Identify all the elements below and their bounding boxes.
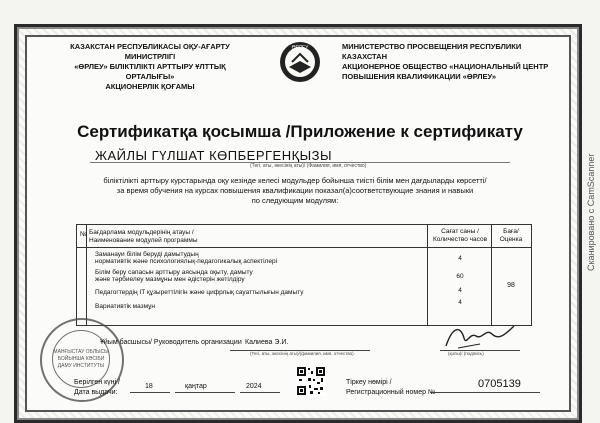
- table-column-divider: [86, 225, 87, 325]
- qr-code-icon: [296, 366, 326, 396]
- orleu-logo-icon: [278, 40, 322, 84]
- header-text: Бағдарлама модульдерінің атауы /: [89, 229, 194, 236]
- intro-line: за время обучения на курсах повышения квалификации показал(а)соответствующие знания и навыки: [116, 186, 474, 195]
- org-kz-line: КАЗАКСТАН РЕСПУБЛИКАСЫ ОҚУ-АҒАРТУ МИНИСТРЛІГІ: [70, 42, 230, 61]
- org-ru-line: ПОВЫШЕНИЯ КВАЛИФИКАЦИИ «ӨРЛЕУ»: [342, 72, 497, 81]
- header-grade: [493, 228, 529, 244]
- header-number: №: [80, 231, 88, 238]
- table-row-module: [95, 251, 415, 265]
- module-name-line: Заманауи білім беруді дамытудың: [95, 251, 199, 258]
- table-row-module: [95, 289, 415, 296]
- recipient-name: ЖАЙЛЫ ГҮЛШАТ КӨПБЕРГЕНҚЫЗЫ: [95, 148, 333, 163]
- head-label: Ұйым басшысы/ Руководитель организации: [100, 339, 242, 346]
- intro-line: біліктілікті арттыру курстарында оқу кезінде келесі модульдер бойынша тиісті білім мен дағдыларды көрсетті/: [103, 176, 487, 185]
- header-text: Оценка: [499, 236, 523, 243]
- document-title: Сертификатқа қосымша /Приложение к сертификату: [77, 122, 523, 141]
- logo-text: ӨРЛЕУ: [291, 45, 309, 51]
- table-column-divider: [427, 225, 428, 325]
- signature-icon: [440, 318, 520, 354]
- module-hours: 4: [458, 255, 462, 262]
- recipient-name-caption: (Тегі, аты, әкесінің аты)/ (Фамилия, имя, отчество): [250, 163, 367, 169]
- grade-value: 98: [507, 282, 515, 289]
- issue-year-underline: [240, 392, 280, 393]
- org-name-kz: [50, 42, 250, 92]
- module-hours: 4: [458, 299, 462, 306]
- registration-number: 0705139: [478, 378, 521, 390]
- header-text: Количество часов: [432, 236, 488, 243]
- module-name-line: Педагогтердің IT құзыреттілігін және цифрлық сауаттылығын дамыту: [95, 289, 304, 296]
- issue-date-label: [74, 378, 120, 398]
- issue-month: қаңтар: [185, 383, 207, 390]
- header-text: Баға/: [503, 228, 519, 235]
- seal-text: МАНҒЫСТАУ ОБЛЫСЫ БОЙЫНША КӘСІБИ ДАМУ ИНСТИТУТЫ: [53, 348, 109, 369]
- signature-caption: (қолы)/ (подпись): [448, 351, 484, 356]
- issue-day-underline: [130, 392, 170, 393]
- org-ru-line: МИНИСТЕРСТВО ПРОСВЕЩЕНИЯ РЕСПУБЛИКИ КАЗАХСТАН: [342, 42, 522, 61]
- header-module-name: [89, 229, 389, 245]
- issue-label-line: Берілген күні /: [74, 379, 120, 386]
- scanner-watermark: Сканировано с CamScanner: [586, 153, 596, 271]
- issue-month-underline: [175, 392, 235, 393]
- modules-table: [76, 224, 532, 326]
- org-kz-line: «ӨРЛЕУ» БІЛІКТІЛІКТІ АРТТЫРУ ҰЛТТЫҚ ОРТАЛЫҒЫ»: [74, 62, 226, 81]
- registration-label-line: Тіркеу нөмірі /: [346, 379, 392, 386]
- module-name-line: Білім беру сапасын арттыру аясында оқыту, дамыту: [95, 269, 253, 276]
- table-row-module: [95, 303, 415, 310]
- issue-label-line: Дата выдачи:: [74, 389, 118, 396]
- header-hours: [429, 228, 491, 244]
- module-name-line: нормативтік және психологиялық-педагогикалық аспектілері: [95, 258, 278, 265]
- org-name-ru: [342, 42, 552, 82]
- intro-line: по следующим модулям:: [251, 196, 339, 205]
- module-hours: 60: [456, 273, 464, 280]
- head-name: Калиева Э.И.: [245, 339, 289, 346]
- module-name-line: және тәрбиелеу мазмұны мен әдістерін жетілдіру: [95, 276, 245, 283]
- registration-label: [346, 378, 435, 398]
- header-text: Сағат саны /: [441, 228, 479, 235]
- org-kz-line: АКЦИОНЕРЛІК ҚОҒАМЫ: [105, 82, 195, 91]
- header-text: Наименование модулей программы: [89, 237, 198, 244]
- head-name-caption: (Тегі, аты, әкесінің аты)/(фамилия, имя, отчество): [250, 351, 354, 356]
- module-hours: 4: [458, 287, 462, 294]
- table-row-module: [95, 269, 415, 283]
- intro-text: [80, 176, 510, 206]
- issue-day: 18: [145, 383, 153, 390]
- org-ru-line: АКЦИОНЕРНОЕ ОБЩЕСТВО «НАЦИОНАЛЬНЫЙ ЦЕНТР: [342, 62, 549, 71]
- table-column-divider: [491, 225, 492, 325]
- module-name-line: Вариативтік мазмұн: [95, 303, 155, 310]
- issue-year: 2024: [246, 383, 262, 390]
- table-header-divider: [77, 247, 531, 248]
- registration-label-line: Регистрационный номер №: [346, 389, 436, 396]
- registration-underline: [430, 392, 540, 393]
